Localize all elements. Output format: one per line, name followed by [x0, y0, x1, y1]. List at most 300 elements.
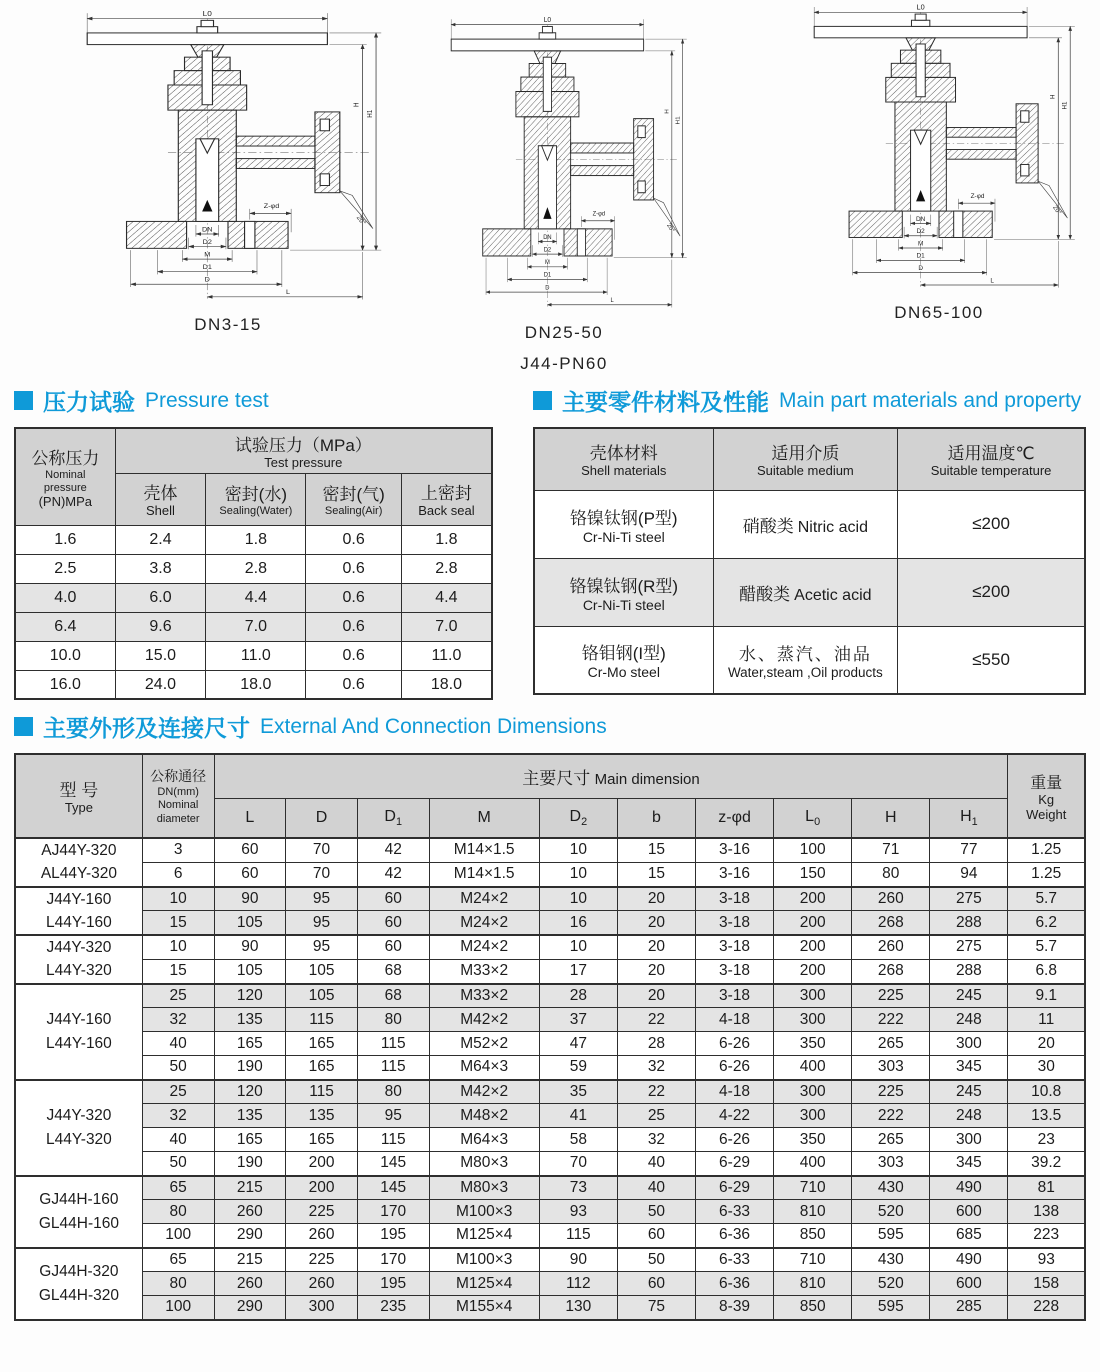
col-header-type: [15, 754, 142, 838]
pressure-cell: 0.6: [306, 670, 401, 699]
dimension-cell: 490: [930, 1248, 1008, 1272]
figure-dn3-15: [52, 6, 404, 335]
dimension-cell: 81: [1008, 1176, 1085, 1200]
section-title-en: External And Connection Dimensions: [260, 714, 607, 738]
section-title-zh: 压力试验: [43, 389, 135, 415]
dimension-cell: M64×3: [429, 1128, 539, 1152]
dimension-cell: 95: [286, 935, 358, 959]
header-zh: 密封(水): [224, 485, 288, 505]
header-en: Back seal: [418, 503, 475, 519]
dimension-cell: 290: [214, 1224, 286, 1248]
dimension-cell: 120: [214, 984, 286, 1008]
dimension-cell: 20: [617, 935, 695, 959]
pressure-cell: 4.4: [206, 583, 306, 612]
dimension-cell: M14×1.5: [429, 862, 539, 886]
dimension-cell: 710: [774, 1248, 852, 1272]
pressure-cell: 11.0: [401, 641, 492, 670]
dimension-cell: 170: [357, 1200, 429, 1224]
header-en: DN(mm): [157, 786, 199, 799]
dimension-cell: 60: [357, 911, 429, 935]
dimension-cell: 6-33: [696, 1200, 774, 1224]
dimension-cell: 6-33: [696, 1248, 774, 1272]
dimension-cell: 30: [1008, 1056, 1085, 1080]
header-en: Suitable medium: [756, 463, 854, 479]
dimension-cell: 42: [357, 838, 429, 862]
header-zh: 主要尺寸: [522, 768, 591, 788]
dimension-cell: 80: [142, 1200, 214, 1224]
dimension-cell: 228: [1008, 1296, 1085, 1320]
dimension-cell: 105: [286, 959, 358, 983]
col-header-l0: $L_0$: [774, 798, 852, 838]
pressure-cell: 18.0: [206, 670, 306, 699]
dimension-cell: 65: [142, 1248, 214, 1272]
dimension-cell: M24×2: [429, 935, 539, 959]
dimension-cell: 37: [539, 1008, 617, 1032]
dimension-cell: 130: [539, 1296, 617, 1320]
pressure-cell: 1.6: [15, 525, 115, 554]
dimension-row: [15, 887, 1085, 911]
dimension-cell: 150: [774, 862, 852, 886]
type-label: AJ44Y-320: [41, 842, 117, 859]
col-header-m: M: [429, 798, 539, 838]
dimension-cell: 215: [214, 1176, 286, 1200]
dimension-row: [15, 1224, 1085, 1248]
type-cell: [15, 1176, 142, 1248]
dimension-cell: 50: [617, 1200, 695, 1224]
dimension-cell: 190: [214, 1152, 286, 1176]
col-header-suitable-medium: [713, 428, 898, 490]
col-header-shell-materials: [534, 428, 713, 490]
dimension-cell: 222: [852, 1104, 930, 1128]
dimension-cell: 350: [774, 1128, 852, 1152]
type-label: J44Y-160: [46, 890, 112, 908]
pressure-cell: 0.6: [306, 525, 401, 554]
dimension-cell: 600: [930, 1272, 1008, 1296]
dimension-cell: M24×2: [429, 887, 539, 911]
dimension-cell: 248: [930, 1008, 1008, 1032]
col-header-weight: [1008, 754, 1085, 838]
pressure-cell: 2.5: [15, 554, 115, 583]
dimension-cell: 190: [214, 1056, 286, 1080]
valve-drawing-dn25-50: [423, 12, 705, 312]
dimension-cell: M155×4: [429, 1296, 539, 1320]
dimension-cell: 4-18: [696, 1008, 774, 1032]
header-en: Kg: [1038, 791, 1055, 807]
dimension-cell: 490: [930, 1176, 1008, 1200]
pressure-cell: 16.0: [15, 670, 115, 699]
dimension-cell: 850: [774, 1224, 852, 1248]
dimension-cell: 200: [774, 911, 852, 935]
dimension-cell: 90: [539, 1248, 617, 1272]
dimension-cell: 260: [852, 935, 930, 959]
dimension-cell: 300: [774, 1104, 852, 1128]
dimension-cell: 95: [286, 911, 358, 935]
pressure-row: [15, 525, 492, 554]
pressure-cell: 0.6: [306, 641, 401, 670]
dimension-cell: 68: [357, 959, 429, 983]
blue-square-icon: [14, 717, 33, 736]
dimension-row: [15, 1200, 1085, 1224]
dimension-cell: 200: [286, 1176, 358, 1200]
dimension-cell: 60: [357, 935, 429, 959]
header-en: pressure: [43, 482, 87, 494]
col-header-dn: [142, 754, 214, 838]
dimension-cell: 47: [539, 1032, 617, 1056]
material-row: [534, 558, 1085, 626]
dimension-cell: 60: [617, 1224, 695, 1248]
dimension-cell: 115: [357, 1128, 429, 1152]
material-name-en: Cr-Ni-Ti steel: [582, 596, 665, 613]
dimension-cell: 595: [852, 1296, 930, 1320]
dimension-cell: 40: [617, 1152, 695, 1176]
dimension-cell: 50: [142, 1152, 214, 1176]
col-header-h1: $H_1$: [930, 798, 1008, 838]
dimension-cell: 300: [286, 1296, 358, 1320]
blue-square-icon: [14, 391, 33, 410]
material-name-zh: 铬钼钢(I型): [581, 644, 666, 664]
dimension-cell: 10: [142, 935, 214, 959]
dimension-cell: 10.8: [1008, 1080, 1085, 1104]
dimension-cell: 112: [539, 1272, 617, 1296]
dimension-cell: 28: [539, 984, 617, 1008]
header-en: Main dimension: [594, 770, 700, 788]
material-name-zh: 铬镍钛钢(P型): [569, 508, 678, 528]
dimension-cell: 23: [1008, 1128, 1085, 1152]
pressure-row: [15, 554, 492, 583]
dimension-cell: 1.25: [1008, 838, 1085, 862]
dimension-cell: 6-36: [696, 1224, 774, 1248]
figure-caption: DN25-50: [524, 323, 604, 342]
dimension-cell: 260: [286, 1224, 358, 1248]
dimension-cell: 10: [539, 838, 617, 862]
dimension-cell: 93: [539, 1200, 617, 1224]
dimension-cell: 350: [774, 1032, 852, 1056]
type-cell: [15, 984, 142, 1080]
type-label: J44Y-160: [46, 1011, 112, 1029]
dimension-cell: 290: [214, 1296, 286, 1320]
dimension-cell: M64×3: [429, 1056, 539, 1080]
pressure-cell: 24.0: [115, 670, 206, 699]
col-header-l: L: [214, 798, 286, 838]
pressure-cell: 0.6: [306, 612, 401, 641]
dimension-row: [15, 1152, 1085, 1176]
dimension-cell: 13.5: [1008, 1104, 1085, 1128]
dimension-cell: 4-18: [696, 1080, 774, 1104]
header-en: Weight: [1026, 806, 1067, 822]
dimension-cell: 90: [214, 887, 286, 911]
dimension-cell: 32: [142, 1008, 214, 1032]
dimension-cell: 8-39: [696, 1296, 774, 1320]
dimension-cell: 20: [617, 911, 695, 935]
dimension-row: [15, 838, 1085, 862]
pressure-cell: 1.8: [401, 525, 492, 554]
dimension-cell: 94: [930, 862, 1008, 886]
dimension-row: [15, 1128, 1085, 1152]
dimension-cell: 225: [286, 1248, 358, 1272]
dimension-cell: 25: [142, 984, 214, 1008]
col-header-d: D: [286, 798, 358, 838]
medium-zh: 水、蒸汽、油品: [738, 644, 872, 664]
dimension-cell: 100: [774, 838, 852, 862]
dimension-cell: 165: [286, 1032, 358, 1056]
dimension-cell: 300: [774, 1080, 852, 1104]
pressure-cell: 15.0: [115, 641, 206, 670]
dimension-row: [15, 1248, 1085, 1272]
dimension-cell: 135: [286, 1104, 358, 1128]
dimension-cell: 6-29: [696, 1152, 774, 1176]
dimension-cell: 15: [617, 838, 695, 862]
medium-cell: [713, 490, 898, 558]
dimension-cell: 22: [617, 1008, 695, 1032]
dimension-cell: 20: [617, 984, 695, 1008]
type-label: AL44Y-320: [40, 865, 117, 883]
col-header-z-d: z-φd: [696, 798, 774, 838]
medium-cell: [713, 626, 898, 694]
dimension-cell: 245: [930, 1080, 1008, 1104]
dimension-cell: 260: [214, 1272, 286, 1296]
dimension-cell: 138: [1008, 1200, 1085, 1224]
col-header-b: b: [617, 798, 695, 838]
type-label: GJ44H-320: [39, 1263, 119, 1281]
dimension-cell: 20: [1008, 1032, 1085, 1056]
dimension-cell: 165: [286, 1128, 358, 1152]
dimension-cell: 115: [357, 1032, 429, 1056]
dimension-cell: 223: [1008, 1224, 1085, 1248]
dimension-cell: 595: [852, 1224, 930, 1248]
dimension-cell: 165: [214, 1128, 286, 1152]
dimension-cell: 710: [774, 1176, 852, 1200]
dimension-cell: 40: [142, 1128, 214, 1152]
pressure-cell: 10.0: [15, 641, 115, 670]
dimension-cell: 3: [142, 838, 214, 862]
dimension-cell: 225: [286, 1200, 358, 1224]
medium-en: Water,steam ,Oil products: [727, 664, 883, 680]
dimension-cell: 145: [357, 1152, 429, 1176]
dimension-cell: 145: [357, 1176, 429, 1200]
dimension-cell: 80: [142, 1272, 214, 1296]
dimension-cell: 77: [930, 838, 1008, 862]
dimension-cell: 300: [930, 1032, 1008, 1056]
dimension-cell: 60: [214, 862, 286, 886]
pressure-cell: 4.0: [15, 583, 115, 612]
type-cell: [15, 887, 142, 936]
pressure-cell: 18.0: [401, 670, 492, 699]
type-label: L44Y-320: [46, 1130, 112, 1148]
section-header-pressure-test: [14, 384, 269, 417]
col-header-sealing-air-: [306, 473, 401, 525]
dimension-cell: 70: [286, 862, 358, 886]
dimension-cell: 810: [774, 1200, 852, 1224]
dimension-cell: 5.7: [1008, 887, 1085, 911]
dimension-cell: 6-29: [696, 1176, 774, 1200]
dimension-cell: 158: [1008, 1272, 1085, 1296]
dimension-cell: 303: [852, 1056, 930, 1080]
dimension-cell: 200: [774, 887, 852, 911]
type-cell: [15, 1248, 142, 1320]
header-en: Shell materials: [581, 463, 667, 479]
dimension-cell: 115: [357, 1056, 429, 1080]
dimension-cell: 430: [852, 1176, 930, 1200]
dimension-cell: 32: [617, 1128, 695, 1152]
header-zh: 公称通径: [150, 768, 207, 785]
dimension-cell: 120: [214, 1080, 286, 1104]
dimension-cell: 25: [617, 1104, 695, 1128]
dimension-cell: 520: [852, 1272, 930, 1296]
pressure-cell: 3.8: [115, 554, 206, 583]
dimension-cell: M48×2: [429, 1104, 539, 1128]
dimension-cell: 105: [286, 984, 358, 1008]
type-cell: [15, 1080, 142, 1176]
type-cell: [15, 935, 142, 984]
dimension-cell: 6: [142, 862, 214, 886]
dimension-cell: 3-18: [696, 911, 774, 935]
dimension-cell: 17: [539, 959, 617, 983]
header-zh: 上密封: [420, 484, 472, 504]
dimension-cell: 115: [539, 1224, 617, 1248]
dimension-cell: 248: [930, 1104, 1008, 1128]
pressure-cell: 6.0: [115, 583, 206, 612]
type-label: J44Y-320: [46, 939, 112, 956]
blue-square-icon: [533, 391, 552, 410]
dimension-cell: 20: [617, 959, 695, 983]
medium-zh: 硝酸类: [742, 516, 794, 536]
header-en: Sealing(Air): [324, 505, 383, 518]
header-zh: 重量: [1030, 774, 1063, 792]
dimensions-table: [14, 753, 1086, 1321]
dimension-cell: 3-18: [696, 959, 774, 983]
header-zh: 壳体: [143, 484, 178, 504]
dimension-cell: 3-18: [696, 984, 774, 1008]
dimension-cell: 60: [617, 1272, 695, 1296]
col-header-test-pressure: [115, 428, 492, 473]
medium-en: Nitric acid: [797, 518, 868, 536]
material-cell: [534, 626, 713, 694]
pressure-cell: 1.8: [206, 525, 306, 554]
dimension-cell: 39.2: [1008, 1152, 1085, 1176]
dimension-cell: 10: [142, 887, 214, 911]
dimension-cell: 430: [852, 1248, 930, 1272]
dimension-cell: 170: [357, 1248, 429, 1272]
pressure-test-table: [14, 427, 493, 700]
dimension-cell: 303: [852, 1152, 930, 1176]
dimension-cell: 95: [286, 887, 358, 911]
dimension-cell: 105: [214, 911, 286, 935]
header-en: Test pressure: [264, 455, 343, 470]
pressure-row: [15, 612, 492, 641]
valve-drawing-dn65-100: [783, 0, 1095, 292]
dimension-cell: 165: [214, 1032, 286, 1056]
dimension-cell: M125×4: [429, 1224, 539, 1248]
valve-drawing-dn3-15: [52, 6, 404, 304]
dimension-cell: 42: [357, 862, 429, 886]
dimension-cell: 810: [774, 1272, 852, 1296]
dimension-cell: 200: [774, 935, 852, 959]
dimension-cell: 300: [774, 984, 852, 1008]
dimension-cell: 16: [539, 911, 617, 935]
dimension-cell: 3-16: [696, 838, 774, 862]
dimension-cell: 400: [774, 1056, 852, 1080]
dimension-row: [15, 935, 1085, 959]
figure-caption: DN3-15: [194, 315, 262, 334]
dimension-cell: 288: [930, 911, 1008, 935]
dimension-cell: 6-26: [696, 1056, 774, 1080]
dimension-cell: 5.7: [1008, 935, 1085, 959]
dimension-cell: 260: [286, 1272, 358, 1296]
header-zh: 适用介质: [771, 444, 840, 464]
medium-cell: [713, 558, 898, 626]
header-zh: 型 号: [59, 781, 99, 801]
dimension-cell: 200: [286, 1152, 358, 1176]
dimension-cell: 115: [286, 1080, 358, 1104]
pressure-cell: 0.6: [306, 583, 401, 612]
type-label: L44Y-160: [46, 1034, 112, 1052]
type-label: J44Y-320: [46, 1107, 112, 1125]
dimension-row: [15, 1032, 1085, 1056]
dimension-cell: 235: [357, 1296, 429, 1320]
section-title-zh: 主要零件材料及性能: [562, 389, 769, 415]
col-header-suitable-temperature: [898, 428, 1085, 490]
dimension-cell: 3-16: [696, 862, 774, 886]
dimension-cell: 100: [142, 1296, 214, 1320]
dimension-cell: 195: [357, 1272, 429, 1296]
dimension-cell: 345: [930, 1056, 1008, 1080]
figure-dn25-50: [418, 12, 710, 374]
type-label: L44Y-320: [46, 962, 112, 980]
dimension-cell: 345: [930, 1152, 1008, 1176]
header-zh: 试验压力（MPa）: [234, 436, 372, 455]
material-cell: [534, 558, 713, 626]
dimension-cell: 6.2: [1008, 911, 1085, 935]
pressure-row: [15, 641, 492, 670]
medium-zh: 醋酸类: [739, 584, 791, 604]
header-en: Sealing(Water): [219, 505, 293, 518]
dimension-cell: 80: [357, 1008, 429, 1032]
type-cell: [15, 838, 142, 887]
dimension-cell: 40: [142, 1032, 214, 1056]
dimension-cell: 850: [774, 1296, 852, 1320]
dimension-cell: M33×2: [429, 959, 539, 983]
dimension-cell: 400: [774, 1152, 852, 1176]
dimension-cell: 40: [617, 1176, 695, 1200]
dimension-cell: 135: [214, 1104, 286, 1128]
dimension-cell: M24×2: [429, 911, 539, 935]
dimension-cell: M80×3: [429, 1176, 539, 1200]
dimension-cell: 41: [539, 1104, 617, 1128]
pressure-cell: 7.0: [206, 612, 306, 641]
dimension-cell: 22: [617, 1080, 695, 1104]
dimension-cell: 60: [357, 887, 429, 911]
dimension-cell: 300: [774, 1008, 852, 1032]
dimension-cell: 265: [852, 1128, 930, 1152]
dimension-cell: 245: [930, 984, 1008, 1008]
material-cell: [534, 490, 713, 558]
pressure-cell: 0.6: [306, 554, 401, 583]
header-en: Suitable temperature: [930, 463, 1052, 479]
dimension-cell: 260: [214, 1200, 286, 1224]
dimension-cell: 105: [214, 959, 286, 983]
dimension-cell: 225: [852, 984, 930, 1008]
dimension-row: [15, 984, 1085, 1008]
dimension-cell: 65: [142, 1176, 214, 1200]
dimension-cell: 90: [214, 935, 286, 959]
dimension-cell: 95: [357, 1104, 429, 1128]
col-header-h: H: [852, 798, 930, 838]
pressure-cell: 4.4: [401, 583, 492, 612]
col-header-back-seal: [401, 473, 492, 525]
dimension-cell: 195: [357, 1224, 429, 1248]
dimension-cell: 6-26: [696, 1032, 774, 1056]
header-zh: 密封(气): [322, 485, 385, 505]
